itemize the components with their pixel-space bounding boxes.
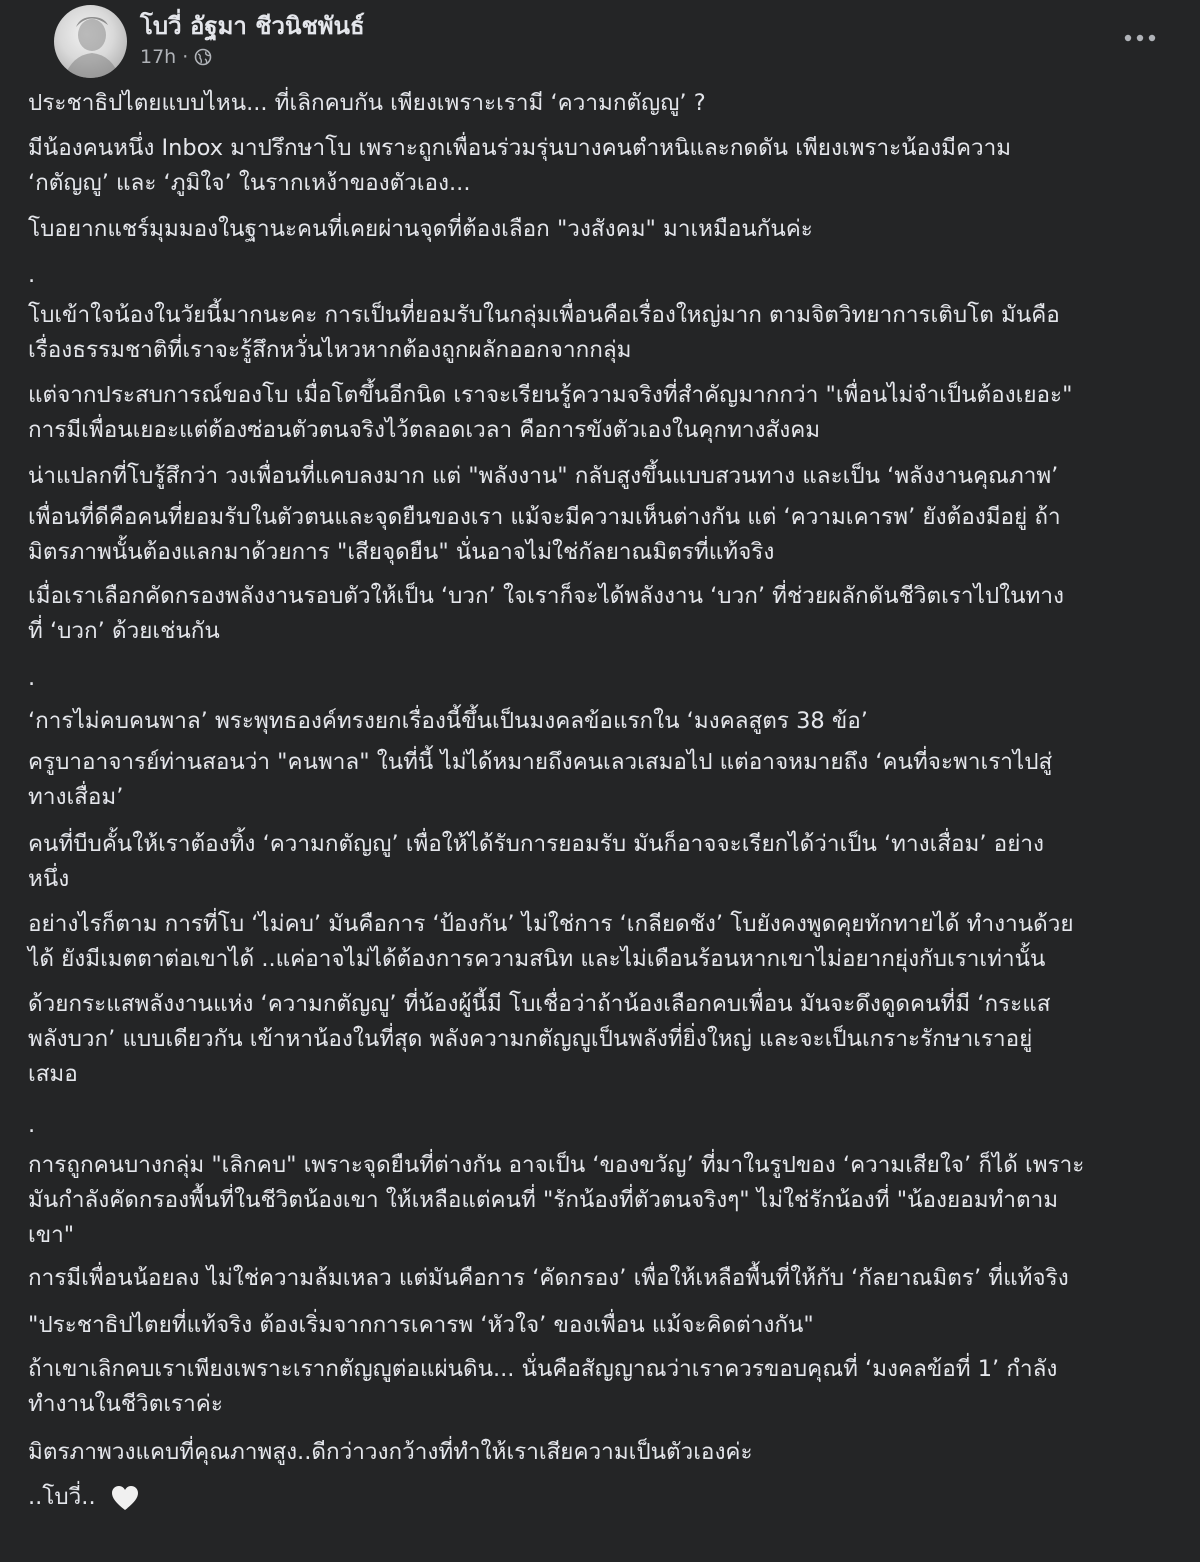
paragraph-line: .	[28, 665, 36, 691]
meta-separator: ·	[182, 46, 189, 68]
heart-icon	[110, 1484, 140, 1512]
paragraph-line: เพื่อนที่ดีคือคนที่ยอมรับในตัวตนและจุดยืนของเรา แม้จะมีความเห็นต่างกัน แต่ ‘ความเคารพ’ ยังต้องมีอยู่ ถ้า	[28, 504, 1061, 530]
post-paragraph	[28, 579, 1178, 649]
avatar-image-icon	[54, 5, 127, 78]
paragraph-line: หนึ่ง	[28, 866, 70, 892]
post-paragraph	[28, 86, 1178, 121]
paragraph-line: .	[28, 1112, 36, 1138]
paragraph-line: อย่างไรก็ตาม การที่โบ ‘ไม่คบ’ มันคือการ ‘ป้องกัน’ ไม่ใช่การ ‘เกลียดชัง’ โบยังคงพูดคุยทักทายได้ ทำงานด้วย	[28, 911, 1074, 937]
paragraph-line: ประชาธิปไตยแบบไหน... ที่เลิกคบกัน เพียงเพราะเรามี ‘ความกตัญญู’ ?	[28, 90, 706, 116]
paragraph-line: แต่จากประสบการณ์ของโบ เมื่อโตขึ้นอีกนิด เราจะเรียนรู้ความจริงที่สำคัญมากกว่า "เพื่อนไม่จำเป็นต้องเยอะ"	[28, 382, 1073, 408]
paragraph-line: การมีเพื่อนน้อยลง ไม่ใช่ความล้มเหลว แต่มันคือการ ‘คัดกรอง’ เพื่อให้เหลือพื้นที่ให้กับ ‘กัลยาณมิตร’ ที่แท้จริง	[28, 1265, 1069, 1291]
paragraph-line: มิตรภาพวงแคบที่คุณภาพสูง..ดีกว่าวงกว้างที่ทำให้เราเสียความเป็นตัวเองค่ะ	[28, 1439, 753, 1465]
paragraph-line: ทำงานในชีวิตเราค่ะ	[28, 1391, 223, 1417]
paragraph-line: ที่ ‘บวก’ ด้วยเช่นกัน	[28, 618, 220, 644]
paragraph-line: ถ้าเขาเลิกคบเราเพียงเพราะเรากตัญญูต่อแผ่นดิน... นั่นคือสัญญาณว่าเราควรขอบคุณที่ ‘มงคลข้อที่ 1’ กำลัง	[28, 1356, 1058, 1382]
paragraph-line: เสมอ	[28, 1061, 78, 1087]
paragraph-line: พลังบวก’ แบบเดียวกัน เข้าหาน้องในที่สุด พลังความกตัญญูเป็นพลังที่ยิ่งใหญ่ และจะเป็นเกราะรักษาเราอยู่	[28, 1026, 1033, 1052]
paragraph-line: เขา"	[28, 1222, 75, 1248]
post-paragraph	[28, 500, 1178, 570]
paragraph-line: ได้ ยังมีเมตตาต่อเขาได้ ..แค่อาจไม่ได้ต้องการความสนิท และไม่เดือนร้อนหากเขาไม่อยากยุ่งกับเราเท่านั้น	[28, 946, 1046, 972]
paragraph-line: คนที่บีบคั้นให้เราต้องทิ้ง ‘ความกตัญญู’ เพื่อให้ได้รับการยอมรับ มันก็อาจจะเรียกได้ว่าเป็น ‘ทางเสื่อม’ อย่าง	[28, 831, 1045, 857]
paragraph-line: โบอยากแชร์มุมมองในฐานะคนที่เคยผ่านจุดที่ต้องเลือก "วงสังคม" มาเหมือนกันค่ะ	[28, 216, 813, 242]
post-paragraph	[28, 1435, 1178, 1470]
paragraph-line: เรื่องธรรมชาติที่เราจะรู้สึกหวั่นไหวหากต้องถูกผลักออกจากกลุ่ม	[28, 337, 632, 363]
post-paragraph	[28, 298, 1178, 368]
post-header	[28, 0, 1172, 96]
post-paragraph	[28, 258, 1178, 293]
post-paragraph	[28, 704, 1178, 739]
post-paragraph	[28, 827, 1178, 897]
paragraph-line: "ประชาธิปไตยที่แท้จริง ต้องเริ่มจากการเคารพ ‘หัวใจ’ ของเพื่อน แม้จะคิดต่างกัน"	[28, 1312, 814, 1338]
post-paragraph	[28, 1308, 1178, 1343]
paragraph-line: น่าแปลกที่โบรู้สึกว่า วงเพื่อนที่แคบลงมาก แต่ "พลังงาน" กลับสูงขึ้นแบบสวนทาง และเป็น ‘พลังงานคุณภาพ’	[28, 463, 1059, 489]
signature-text: ..โบวี่..	[28, 1484, 96, 1510]
paragraph-line: ครูบาอาจารย์ท่านสอนว่า "คนพาล" ในที่นี้ ไม่ได้หมายถึงคนเลวเสมอไป แต่อาจหมายถึง ‘คนที่จะพาเราไปสู่	[28, 749, 1053, 775]
author-avatar[interactable]	[54, 5, 127, 78]
post-timestamp[interactable]: 17h	[140, 46, 177, 68]
author-name[interactable]: โบวี่ อัฐมา ชีวนิชพันธ์	[140, 12, 365, 40]
post-paragraph	[28, 378, 1178, 448]
post-paragraph	[28, 987, 1178, 1092]
post-paragraph	[28, 907, 1178, 977]
paragraph-line: ด้วยกระแสพลังงานแห่ง ‘ความกตัญญู’ ที่น้องผู้นี้มี โบเชื่อว่าถ้าน้องเลือกคบเพื่อน มันจะดึงดูดคนที่มี ‘กระแส	[28, 991, 1051, 1017]
globe-icon[interactable]	[194, 48, 212, 66]
more-options-icon	[1123, 34, 1157, 42]
paragraph-line: มิตรภาพนั้นต้องแลกมาด้วยการ "เสียจุดยืน" นั่นอาจไม่ใช่กัลยาณมิตรที่แท้จริง	[28, 539, 775, 565]
paragraph-line: .	[28, 262, 36, 288]
paragraph-line: การมีเพื่อนเยอะแต่ต้องซ่อนตัวตนจริงไว้ตลอดเวลา คือการขังตัวเองในคุกทางสังคม	[28, 417, 821, 443]
post-paragraph	[28, 131, 1178, 201]
post-paragraph	[28, 1352, 1178, 1422]
paragraph-line: มันกำลังคัดกรองพื้นที่ในชีวิตน้องเขา ให้เหลือแต่คนที่ "รักน้องที่ตัวตนจริงๆ" ไม่ใช่รักน้องที่ "น้องยอมทำตาม	[28, 1187, 1059, 1213]
paragraph-line: การถูกคนบางกลุ่ม "เลิกคบ" เพราะจุดยืนที่ต่างกัน อาจเป็น ‘ของขวัญ’ ที่มาในรูปของ ‘ความเสียใจ’ ก็ได้ เพราะ	[28, 1152, 1085, 1178]
post-paragraph	[28, 212, 1178, 247]
post-body	[28, 86, 1178, 1515]
paragraph-line: ‘การไม่คบคนพาล’ พระพุทธองค์ทรงยกเรื่องนี้ขึ้นเป็นมงคลข้อแรกใน ‘มงคลสูตร 38 ข้อ’	[28, 708, 868, 734]
more-options-button[interactable]	[1116, 24, 1164, 52]
post-paragraph	[28, 1108, 1178, 1143]
paragraph-line: ทางเสื่อม’	[28, 784, 124, 810]
post-meta	[140, 46, 212, 68]
post-paragraph	[28, 1261, 1178, 1296]
post-paragraph	[28, 1148, 1178, 1253]
paragraph-line: ‘กตัญญู’ และ ‘ภูมิใจ’ ในรากเหง้าของตัวเอง...	[28, 170, 471, 196]
paragraph-line: มีน้องคนหนึ่ง Inbox มาปรึกษาโบ เพราะถูกเพื่อนร่วมรุ่นบางคนตำหนิและกดดัน เพียงเพราะน้องมีความ	[28, 135, 1012, 161]
paragraph-line: เมื่อเราเลือกคัดกรองพลังงานรอบตัวให้เป็น ‘บวก’ ใจเราก็จะได้พลังงาน ‘บวก’ ที่ช่วยผลักดันชีวิตเราไปในทาง	[28, 583, 1064, 609]
signature-row	[28, 1480, 1178, 1515]
post-paragraph	[28, 459, 1178, 494]
post-paragraph	[28, 661, 1178, 696]
post-paragraph	[28, 745, 1178, 815]
paragraph-line: โบเข้าใจน้องในวัยนี้มากนะคะ การเป็นที่ยอมรับในกลุ่มเพื่อนคือเรื่องใหญ่มาก ตามจิตวิทยาการเติบโต มันคือ	[28, 302, 1060, 328]
